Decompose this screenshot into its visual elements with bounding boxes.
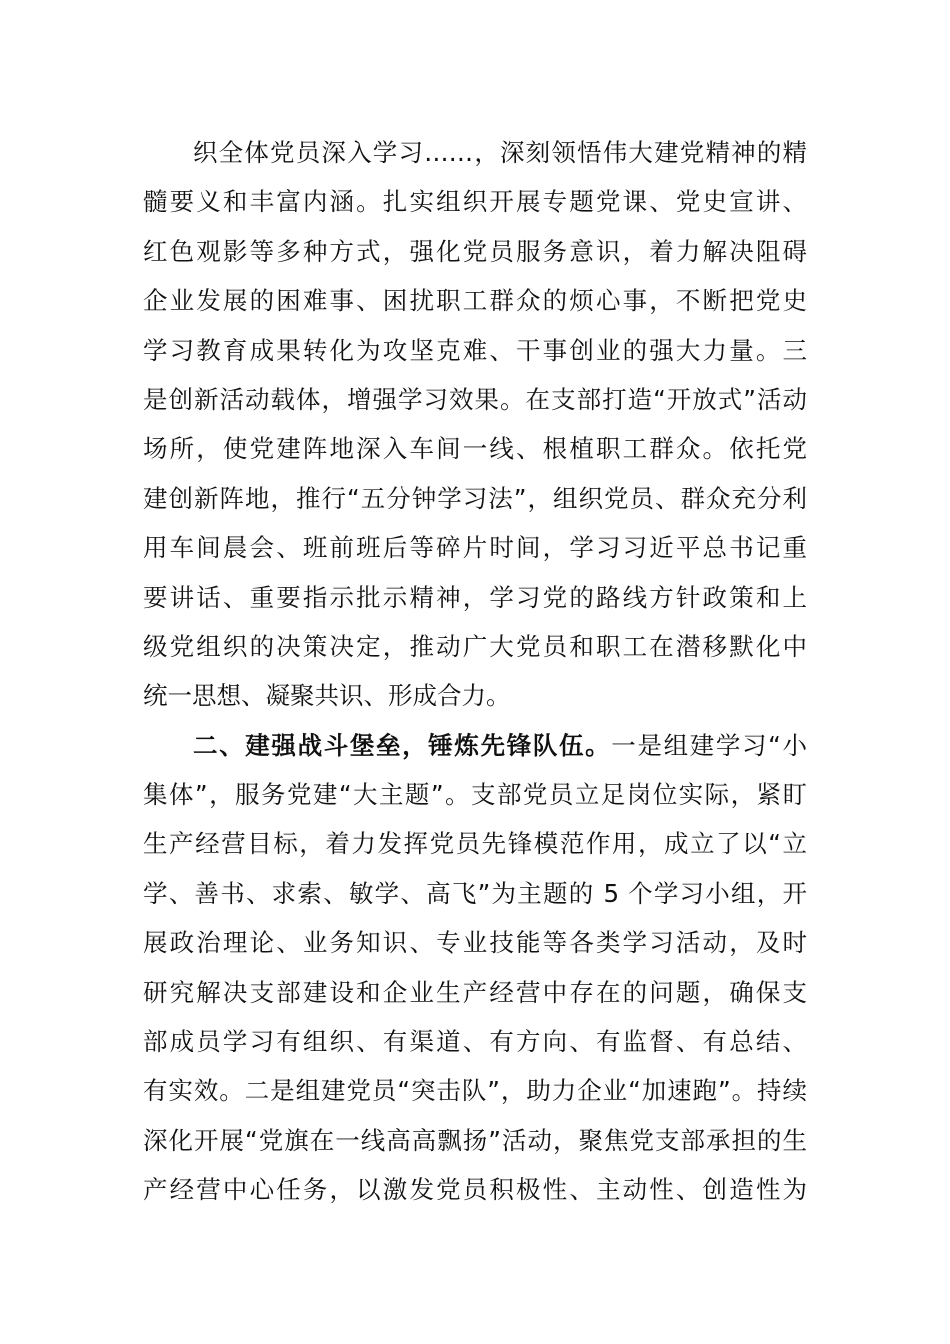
text-line: 建创新阵地，推行“五分钟学习法”，组织党员、群众充分利 bbox=[143, 483, 807, 513]
text-line: 织全体党员深入学习……，深刻领悟伟大建党精神的精 bbox=[193, 138, 807, 167]
section-heading-line bbox=[143, 721, 807, 770]
text-line: 学习教育成果转化为攻坚克难、干事创业的强大力量。三 bbox=[143, 335, 807, 365]
text-line: 髓要义和丰富内涵。扎实组织开展专题党课、党史宣讲、 bbox=[143, 187, 807, 217]
text-line: 学、善书、求索、敏学、高飞”为主题的 5 个学习小组，开 bbox=[143, 878, 807, 908]
text-line: 生产经营目标，着力发挥党员先锋模范作用，成立了以“立 bbox=[143, 829, 807, 859]
text-line: 企业发展的困难事、困扰职工群众的烦心事，不断把党史 bbox=[143, 286, 807, 316]
section-heading: 二、建强战斗堡垒，锤炼先锋队伍。 bbox=[193, 730, 612, 760]
text-line: 要讲话、重要指示批示精神，学习党的路线方针政策和上 bbox=[143, 582, 807, 612]
text-line: 级党组织的决策决定，推动广大党员和职工在潜移默化中 bbox=[143, 631, 807, 661]
text-line: 深化开展“党旗在一线高高飘扬”活动，聚焦党支部承担的生 bbox=[143, 1125, 807, 1155]
body-text bbox=[143, 128, 807, 1215]
text-line: 红色观影等多种方式，强化党员服务意识，着力解决阻碍 bbox=[143, 236, 807, 266]
text-line: 研究解决支部建设和企业生产经营中存在的问题，确保支 bbox=[143, 977, 807, 1007]
text-line: 是创新活动载体，增强学习效果。在支部打造“开放式”活动 bbox=[143, 384, 807, 414]
text-line: 场所，使党建阵地深入车间一线、根植职工群众。依托党 bbox=[143, 434, 807, 464]
text-line: 集体”，服务党建“大主题”。支部党员立足岗位实际，紧盯 bbox=[143, 780, 807, 810]
text-line: 展政治理论、业务知识、专业技能等各类学习活动，及时 bbox=[143, 928, 807, 958]
text-line: 用车间晨会、班前班后等碎片时间，学习习近平总书记重 bbox=[143, 533, 807, 563]
text-line: 部成员学习有组织、有渠道、有方向、有监督、有总结、 bbox=[143, 1027, 807, 1057]
text-line: 产经营中心任务，以激发党员积极性、主动性、创造性为 bbox=[143, 1175, 807, 1205]
text-line: 有实效。二是组建党员“突击队”，助力企业“加速跑”。持续 bbox=[143, 1076, 807, 1106]
text-line: 统一思想、凝聚共识、形成合力。 bbox=[143, 681, 511, 711]
heading-line-text: 一是组建学习“小 bbox=[611, 730, 807, 760]
